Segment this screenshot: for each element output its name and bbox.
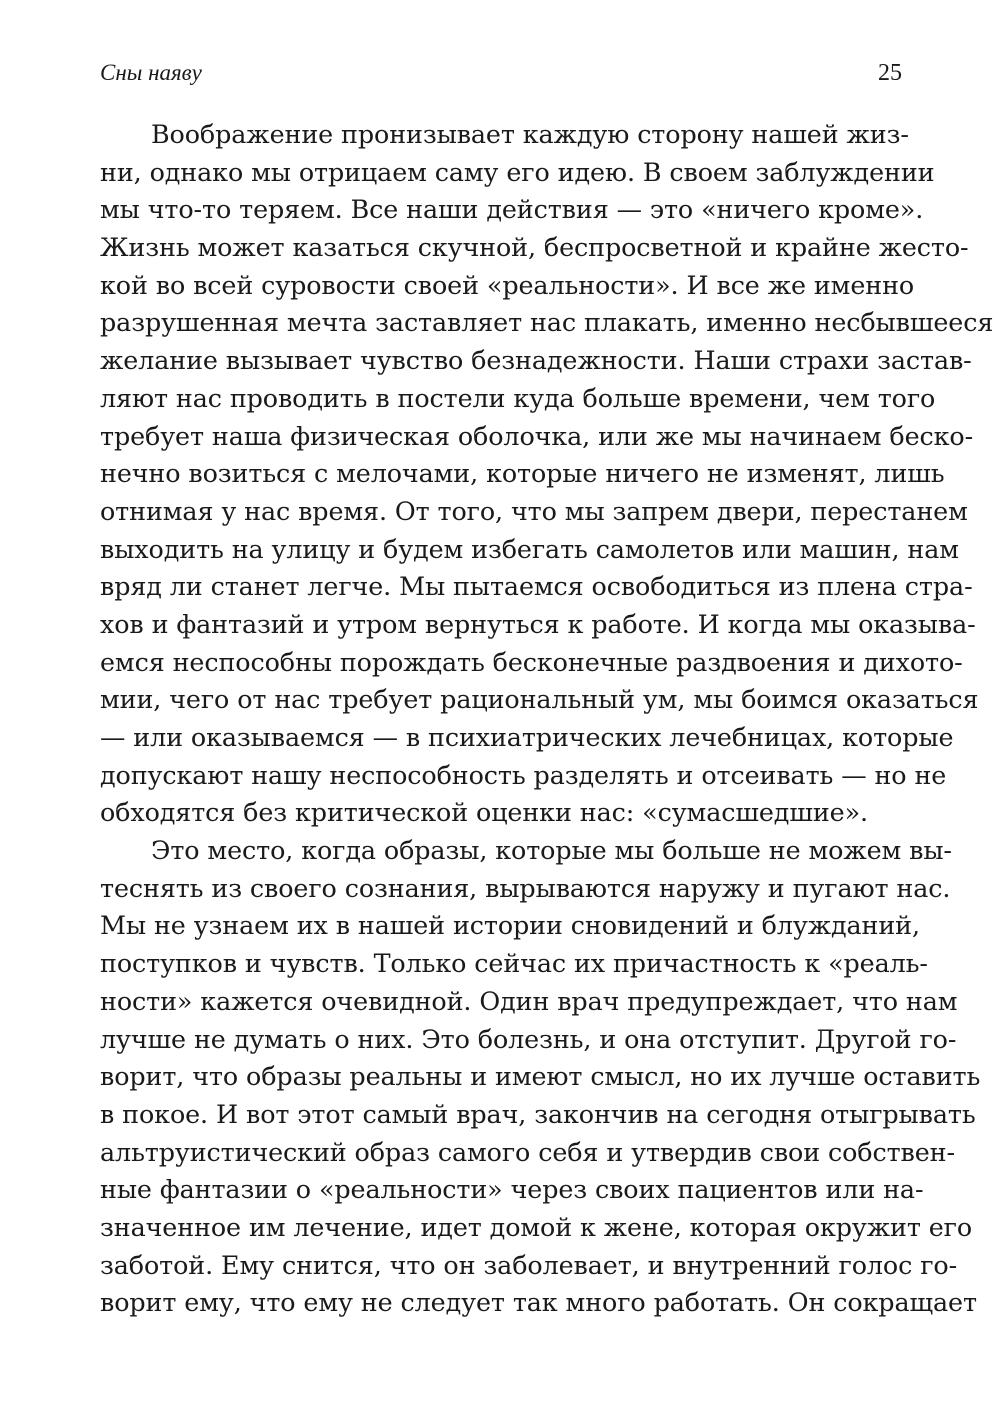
- text-line: в покое. И вот этот самый врач, закончив на сегодня отыгрывать: [100, 1098, 976, 1129]
- text-line: теснять из своего сознания, вырываются наружу и пугают нас.: [100, 872, 951, 903]
- text-line: желание вызывает чувство безнадежности. Наши страхи застав-: [100, 345, 972, 376]
- text-line: ни, однако мы отрицаем саму его идею. В своем заблуждении: [100, 156, 935, 187]
- text-line: выходить на улицу и будем избегать самолетов или машин, нам: [100, 533, 959, 564]
- paragraph-2: [100, 832, 981, 1322]
- text-line: нечно возиться с мелочами, которые ничего не изменят, лишь: [100, 458, 945, 489]
- text-line: ляют нас проводить в постели куда больше времени, чем того: [100, 382, 936, 413]
- text-line: ворит, что образы реальны и имеют смысл, но их лучше оставить: [100, 1061, 981, 1092]
- text-line: Жизнь может казаться скучной, беспросветной и крайне жесто-: [100, 232, 969, 263]
- text-line: вряд ли станет легче. Мы пытаемся освободиться из плена стра-: [100, 571, 973, 602]
- page-number: 25: [878, 60, 902, 86]
- body-text: [100, 116, 994, 1322]
- text-line: мии, чего от нас требует рациональный ум, мы боимся оказаться: [100, 684, 979, 715]
- text-line: значенное им лечение, идет домой к жене, которая окружит его: [100, 1211, 973, 1242]
- text-line: отнимая у нас время. От того, что мы запрем двери, перестанем: [100, 495, 968, 526]
- text-line: поступков и чувств. Только сейчас их причастность к «реаль-: [100, 948, 928, 979]
- text-line: требует наша физическая оболочка, или же мы начинаем беско-: [100, 420, 974, 451]
- text-line: альтруистический образ самого себя и утвердив свои собствен-: [100, 1136, 955, 1167]
- text-line: заботой. Ему снится, что он заболевает, и внутренний голос го-: [100, 1249, 958, 1280]
- text-line: ворит ему, что ему не следует так много работать. Он сокращает: [100, 1287, 977, 1318]
- text-line: лучше не думать о них. Это болезнь, и она отступит. Другой го-: [100, 1023, 957, 1054]
- text-line: ные фантазии о «реальности» через своих пациентов или на-: [100, 1174, 924, 1205]
- text-line: Это место, когда образы, которые мы больше не можем вы-: [151, 835, 952, 866]
- text-line: — или оказываемся — в психиатрических лечебницах, которые: [100, 722, 954, 752]
- text-line: разрушенная мечта заставляет нас плакать, именно несбывшееся: [100, 307, 994, 338]
- text-line: Мы не узнаем их в нашей истории сновидений и блужданий,: [100, 910, 920, 941]
- running-title: Сны наяву: [100, 60, 202, 85]
- text-line: обходятся без критической оценки нас: «сумасшедшие».: [100, 797, 868, 828]
- text-line: емся неспособны порождать бесконечные раздвоения и дихото-: [100, 646, 963, 677]
- text-line: хов и фантазий и утром вернуться к работе. И когда мы оказыва-: [100, 608, 976, 639]
- text-line: кой во всей суровости своей «реальности». И все же именно: [100, 269, 915, 300]
- text-line: ности» кажется очевидной. Один врач предупреждает, что нам: [100, 985, 958, 1016]
- paragraph-1: [100, 116, 994, 832]
- text-line: Воображение пронизывает каждую сторону нашей жиз-: [151, 119, 909, 149]
- text-line: допускают нашу неспособность разделять и отсеивать — но не: [100, 759, 947, 790]
- text-line: мы что-то теряем. Все наши действия — это «ничего кроме».: [100, 194, 924, 225]
